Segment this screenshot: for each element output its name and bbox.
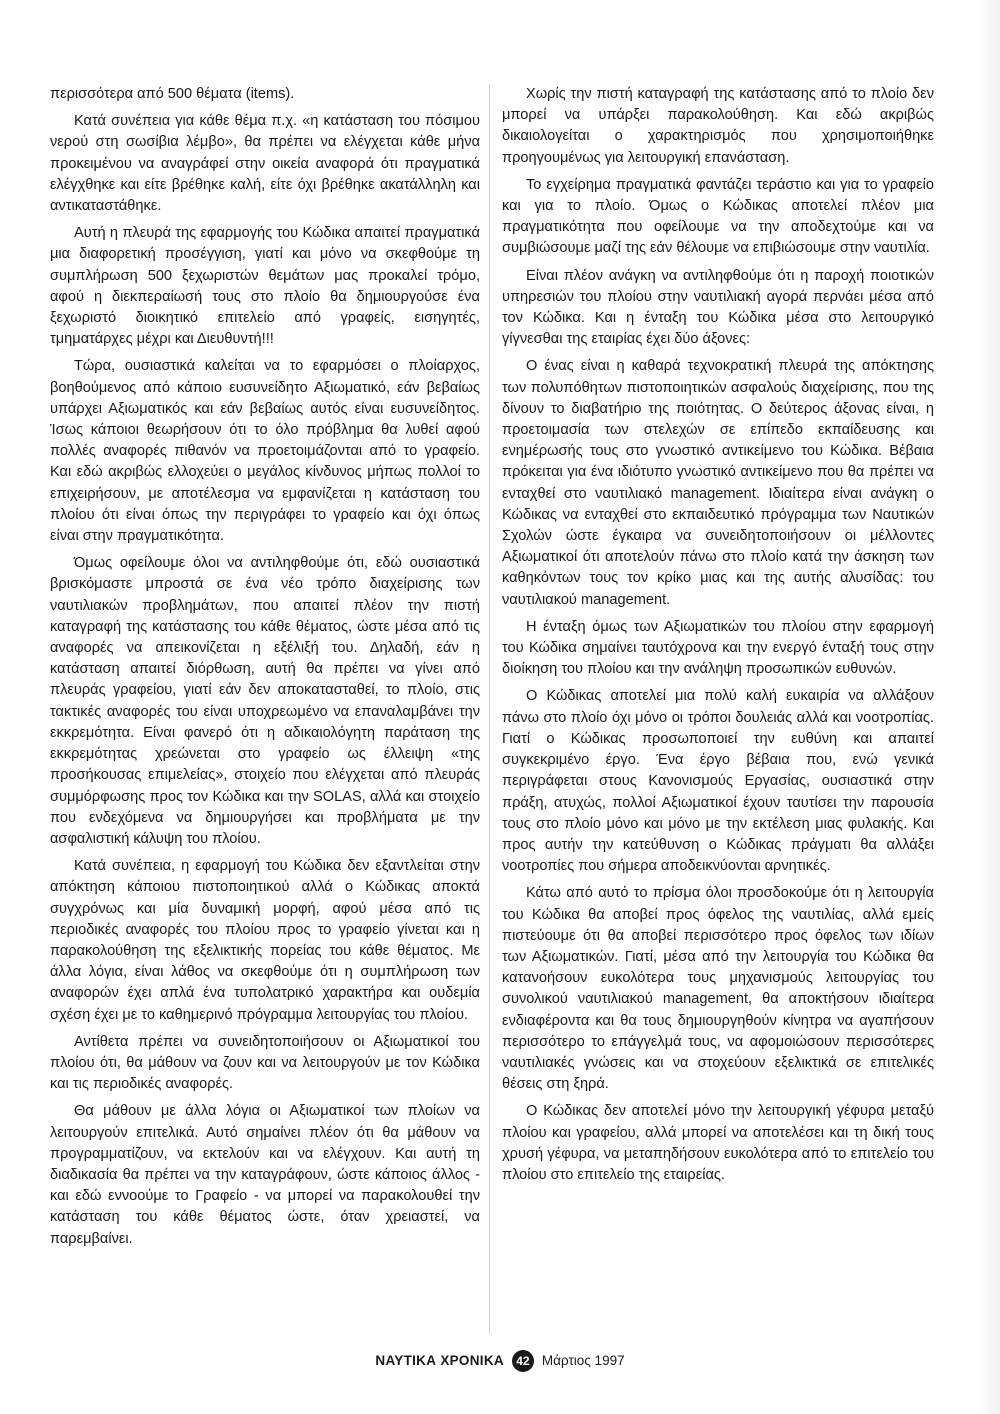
paragraph: Η ένταξη όμως των Αξιωματικών του πλοίου στην εφαρμογή του Κώδικα σημαίνει ταυτόχρονα και την ενεργό ένταξή τους στην διοίκηση του πλοίου και την ανάληψη προσωπικών ευθυνών. (502, 618, 934, 678)
magazine-title: ΝΑΥΤΙΚΑ ΧΡΟΝΙΚΑ (375, 1353, 504, 1368)
paragraph: Χωρίς την πιστή καταγραφή της κατάστασης από το πλοίο δεν μπορεί να υπάρξει παρακολούθηση. Και εδώ ακριβώς δικαιολογείται ο χαρακτηρισμός που χρησιμοποιήθηκε προηγουμένως για λειτουργική επανάσταση. (502, 86, 934, 166)
paragraph: Κάτω από αυτό το πρίσμα όλοι προσδοκούμε ότι η λειτουργία του Κώδικα θα αποβεί προς όφελος της ναυτιλίας, αλλά εμείς πιστεύουμε ότι θα αποβεί περισσότερο προς όφελος των ιδίων των Αξιωματικών. Γιατί, μέσα από την λειτουργία του Κώδικα θα κατανοήσουν ευκολότερα τους μηχανισμούς λειτουργίας του συνολικού ναυτιλιακού management, θα αποκτήσουν ιδιαίτερα ενδιαφέροντα και θα τους δημιουργηθούν κίνητρα να αγαπήσουν περισσότερο το επάγγελμά τους, να αφομοιώσουν περισσότερες ναυτιλιακές γνώσεις και να στοχεύουν εξελικτικά σε επιτελικές θέσεις στη ξηρά. (502, 885, 934, 1093)
paragraph: Κατά συνέπεια, η εφαρμογή του Κώδικα δεν εξαντλείται στην απόκτηση κάποιου πιστοποιητικού αλλά ο Κώδικας αποκτά συγχρόνως και μία δυναμική μορφή, αφού μέσα από τις περιοδικές αναφορές του πλοίου προς το γραφείο γίνεται και η παρακολούθηση της εξελικτικής πορείας του κάθε θέματος. Με άλλα λόγια, είναι λάθος να σκεφθούμε ότι η συμπλήρωση των αναφορών έχει απλά ένα τυπολατρικό χαρακτήρα και ουδεμία σχέση έχει με το καθημερινό πρόγραμμα λειτουργίας του πλοίου. (50, 858, 480, 1023)
paragraph: Ο ένας είναι η καθαρά τεχνοκρατική πλευρά της απόκτησης των πολυπόθητων πιστοποιητικών ασφαλούς διαχείρισης, που της δίνουν το διαβατήριο της ποιότητας. Ο δεύτερος άξονας είναι, η προετοιμασία των στελεχών σε επίπεδο εκπαίδευσης και ενημέρωσής τους στο γνωστικό αντικείμενο του Κώδικα. Βέβαια πρόκειται για ένα ιδιότυπο γνωστικό αντικείμενο που θα πρέπει να ενταχθεί στο ναυτιλιακό management. Ιδιαίτερα είναι ανάγκη ο Κώδικας να ενταχθεί στο εκπαιδευτικό πρόγραμμα των Ναυτικών Σχολών ώστε έγκαιρα να συνειδητοποιήσουν οι μέλλοντες Αξιωματικοί ότι αποτελούν πάνω στο πλοίο κατά την άσκηση των καθηκόντων τους τον κρίκο μιας και της αυτής αλυσίδας: του ναυτιλιακού management. (502, 358, 934, 608)
paragraph: Όμως οφείλουμε όλοι να αντιληφθούμε ότι, εδώ ουσιαστικά βρισκόμαστε μπροστά σε ένα νέο τρόπο διαχείρισης των ναυτιλιακών προβλημάτων, που απαιτεί πλέον την πιστή καταγραφή της κατάστασης του κάθε θέματος, ώστε μέσα από τις αναφορές να απεικονίζεται η εξέλιξή του. Δηλαδή, εάν η κατάσταση απαιτεί διόρθωση, αυτή θα πρέπει να γίνει από πλευράς γραφείου, γιατί εάν δεν αποκατασταθεί, το πλοίο, στις τακτικές αναφορές του είναι υποχρεωμένο να επαναλαμβάνει την εκκρεμότητα. Είναι φανερό ότι η αδικαιολόγητη παράταση της εκκρεμότητας χρεώνεται στο γραφείο ως έλλειψη «της προσήκουσας επιμελείας», στοιχείο που ελέγχεται από πλευράς συμμόρφωσης προς τον Κώδικα και την SOLAS, αλλά και στοιχείο που ενδεχόμενα να δημιουργήσει και προβλήματα με την ασφαλιστική κάλυψη του πλοίου. (50, 555, 480, 847)
paragraph: Αντίθετα πρέπει να συνειδητοποιήσουν οι Αξιωματικοί του πλοίου ότι, θα μάθουν να ζουν και να λειτουργούν με τον Κώδικα και τις περιοδικές αναφορές. (50, 1033, 480, 1093)
left-column (50, 84, 480, 1256)
paragraph: Τώρα, ουσιαστικά καλείται να το εφαρμόσει ο πλοίαρχος, βοηθούμενος από κάποιο ευσυνείδητο Αξιωματικό, εάν βεβαίως υπάρχει Αξιωματικός και εάν βεβαίως αυτός είναι ευσυνείδητος. Ίσως κάποιοι θεωρήσουν ότι το όλο πρόβλημα θα λυθεί αφού πολλές αναφορές πιθανόν να προετοιμάζονται από το γραφείο. Και εδώ ακριβώς ελλοχεύει ο μεγάλος κίνδυνος μήπως πολλοί το επιχειρήσουν, με αποτέλεσμα να εμφανίζεται η κατάσταση του πλοίου ότι είναι όπως την περιγράφει το γραφείο και όχι όπως είναι στην πραγματικότητα. (50, 358, 480, 545)
paragraph: Ο Κώδικας αποτελεί μια πολύ καλή ευκαιρία να αλλάξουν πάνω στο πλοίο όχι μόνο οι τρόποι δουλειάς αλλά και νοοτροπίας. Γιατί ο Κώδικας προσωποποιεί την ευθύνη και απαιτεί συγκεκριμένο έργο. Ένα έργο βέβαια που, ενώ γενικά περιγράφεται στους Κανονισμούς Εργασίας, ουσιαστικά στην πράξη, ατυχώς, πολλοί Αξιωματικοί έχουν ταυτίσει την παρουσία τους στο πλοίο μόνο και μόνο με την εκτέλεση μιας φυλακής. Και προς αυτήν την κατεύθυνση ο Κώδικας πράγματι θα αλλάξει νοοτροπίες που σήμερα αποδεικνύονται αρνητικές. (502, 688, 934, 875)
page-footer (0, 1346, 1000, 1376)
column-divider (489, 84, 490, 1334)
paragraph: Κατά συνέπεια για κάθε θέμα π.χ. «η κατάσταση του πόσιμου νερού στη σωσίβια λέμβο», θα πρέπει να ελέγχεται κάθε μήνα προκειμένου να αναγράφεί στην οικεία αναφορά ότι πραγματικά ελέγχθηκε και είτε βρέθηκε καλή, είτε όχι βρέθηκε ακατάλληλη και αντικαταστάθηκε. (50, 113, 480, 215)
paragraph: Ο Κώδικας δεν αποτελεί μόνο την λειτουργική γέφυρα μεταξύ πλοίου και γραφείου, αλλά μπορεί να αποτελέσει και τη δική τους χρυσή γέφυρα, να μεταπηδήσουν ευκολότερα από το επιτελείο του πλοίου στο επιτελείο της εταιρείας. (502, 1103, 934, 1183)
right-column (502, 84, 934, 1192)
paragraph: Το εγχείρημα πραγματικά φαντάζει τεράστιο και για το γραφείο και για το πλοίο. Όμως ο Κώδικας αποτελεί πλέον μια πραγματικότητα που οφείλουμε να την αποδεχτούμε και να συμβιώσουμε μαζί της εάν θέλουμε να επιβιώσουμε στην ναυτιλία. (502, 176, 934, 257)
paragraph: περισσότερα από 500 θέματα (items). (50, 86, 295, 102)
page-number: 42 (512, 1350, 534, 1372)
page-edge (978, 0, 1000, 1414)
issue-date: Μάρτιος 1997 (541, 1353, 625, 1368)
paragraph: Αυτή η πλευρά της εφαρμογής του Κώδικα απαιτεί πραγματικά μια διαφορετική προσέγγιση, γιατί και μόνο να σκεφθούμε τη συμπλήρωση 500 ξεχωριστών θεμάτων μας προκαλεί τρόμο, αφού η διεκπεραίωσή τους στο πλοίο θα δημιουργούσε ένα ξεχωριστό διοικητικό επιτελείο από γραφείς, εισηγητές, τμηματάρχες μέχρι και Διευθυντή!!! (50, 225, 480, 348)
paragraph: Είναι πλέον ανάγκη να αντιληφθούμε ότι η παροχή ποιοτικών υπηρεσιών του πλοίου στην ναυτιλιακή αγορά περνάει μέσα από τον Κώδικα. Και η ένταξη του Κώδικα μέσα στο λειτουργικό γίγνεσθαι της εταιρίας έχει δύο άξονες: (502, 267, 934, 348)
paragraph: Θα μάθουν με άλλα λόγια οι Αξιωματικοί των πλοίων να λειτουργούν επιτελικά. Αυτό σημαίνει πλέον ότι θα μάθουν να προγραμματίζουν, να εκτελούν και να ελέγχουν. Και αυτή τη διαδικασία θα πρέπει να την καταγράφουν, ώστε κάποιος άλλος - και εδώ εννοούμε το Γραφείο - να μπορεί να παρακολουθεί την κατάσταση του κάθε θέματος ώστε, όταν χρειαστεί, να παρεμβαίνει. (50, 1103, 480, 1247)
